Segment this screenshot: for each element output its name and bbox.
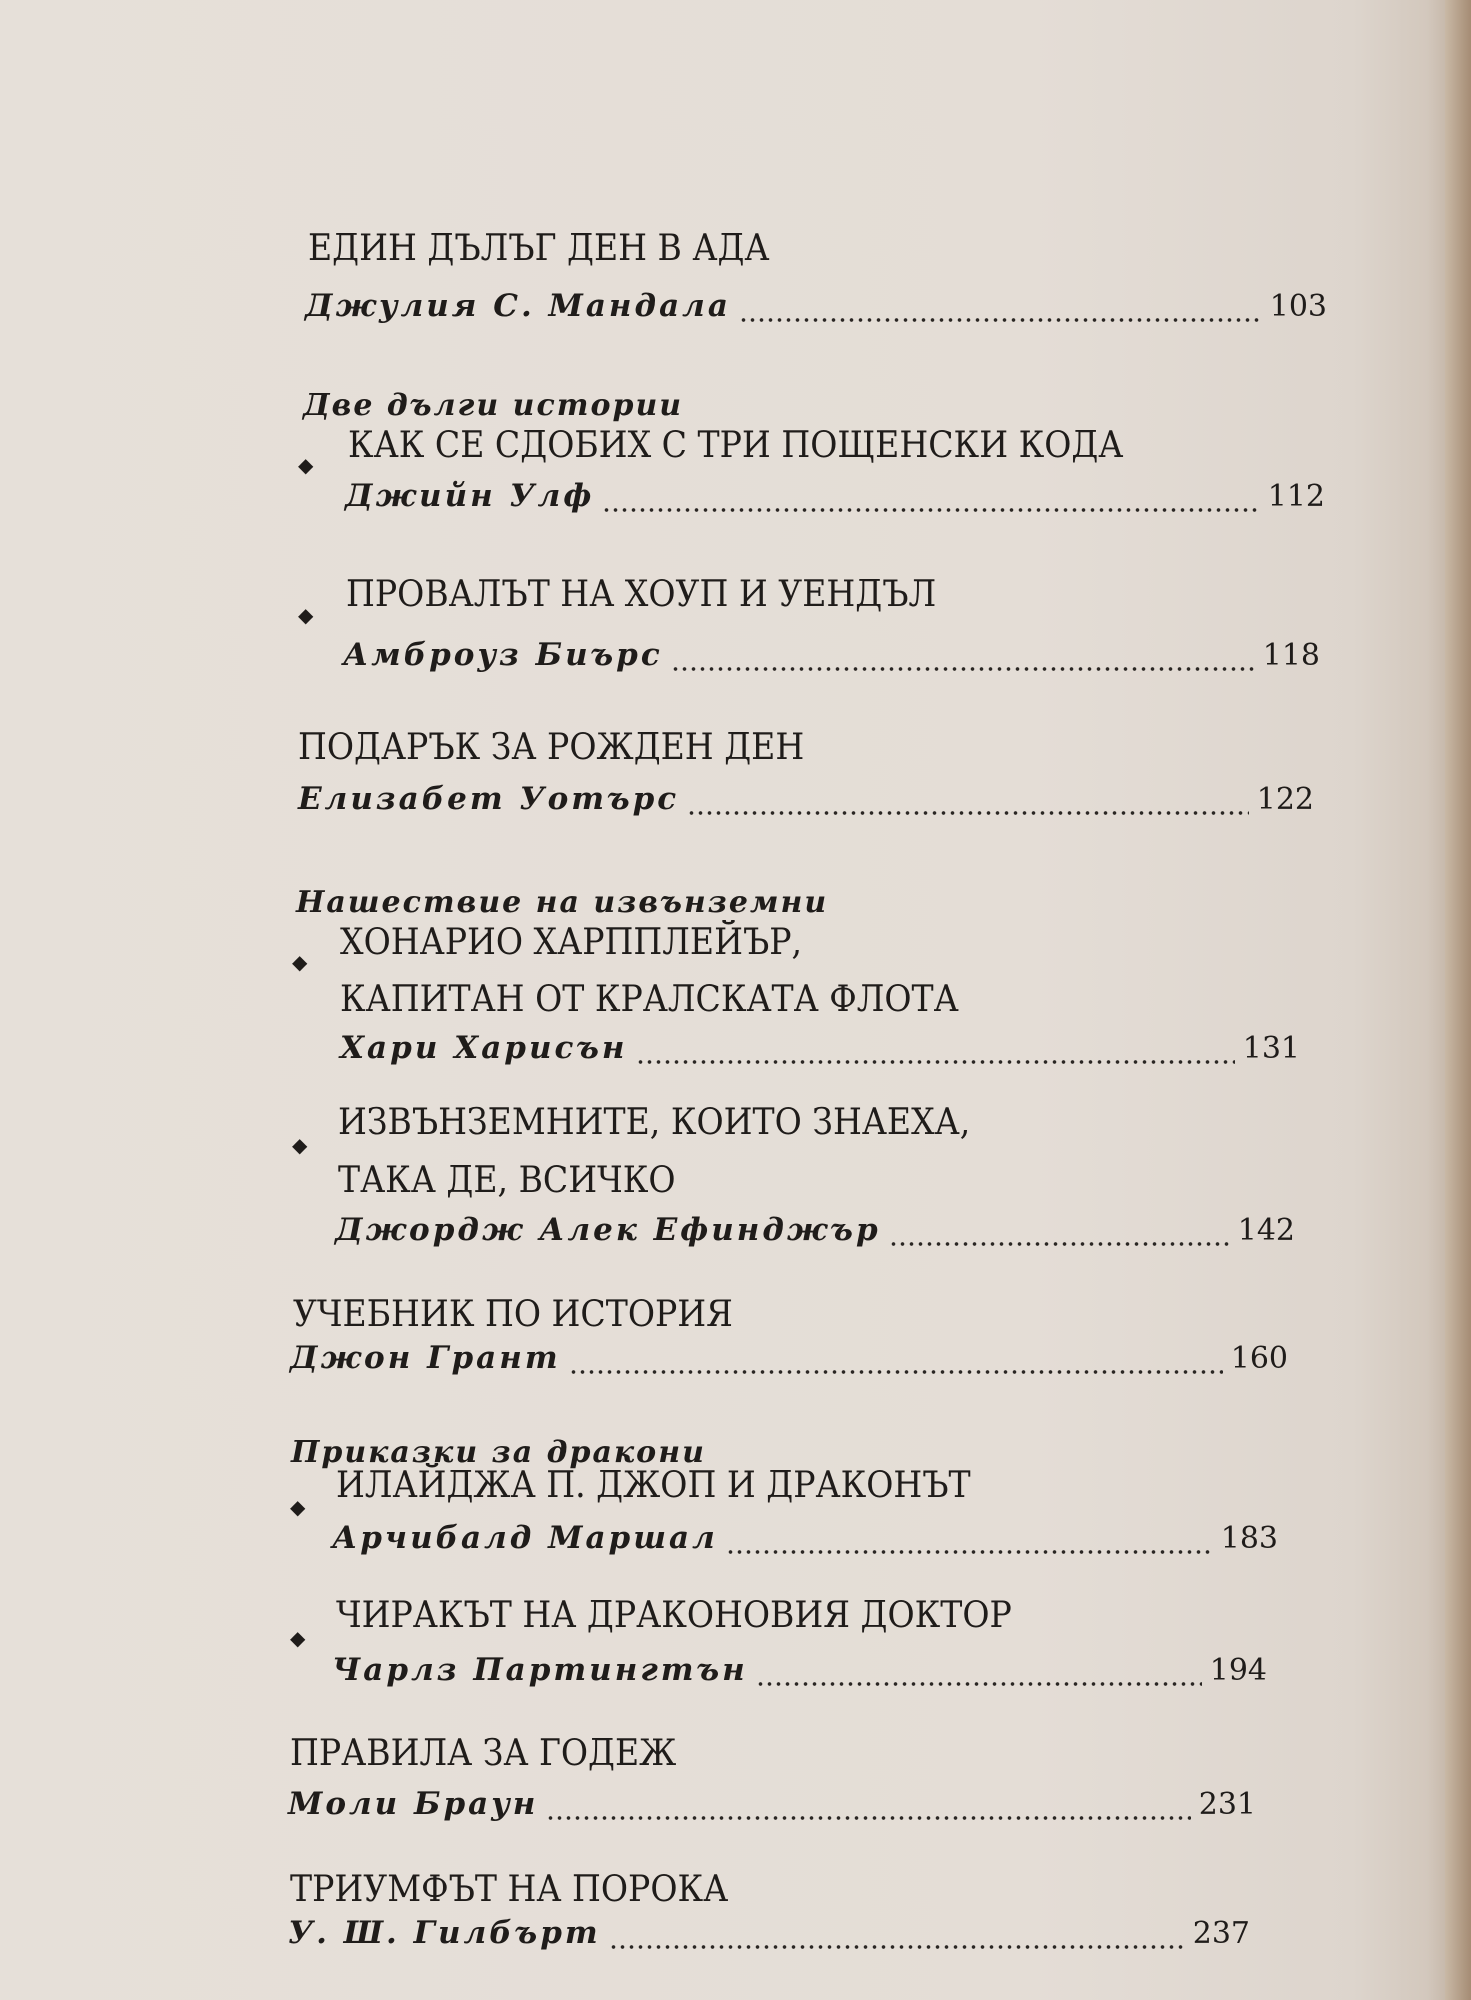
dot-leader: [602, 508, 1259, 512]
toc-title: КАК СЕ СДОБИХ С ТРИ ПОЩЕНСКИ КОДА: [348, 425, 1124, 466]
toc-section-heading: Две дълги истории: [303, 388, 684, 423]
bullet-icon: ◆: [290, 1626, 306, 1650]
toc-title: ЕДИН ДЪЛЪГ ДЕН В АДА: [308, 228, 770, 269]
toc-page-number: 231: [1198, 1787, 1256, 1822]
toc-author: Джон Грант: [290, 1340, 561, 1376]
toc-author: Джийн Улф: [345, 478, 595, 514]
toc-page-number: 183: [1220, 1521, 1278, 1556]
dot-leader: [739, 318, 1262, 322]
toc-section-heading: Нашествие на извънземни: [296, 885, 829, 920]
toc-title: УЧЕБНИК ПО ИСТОРИЯ: [293, 1294, 733, 1335]
toc-title: ПОДАРЪК ЗА РОЖДЕН ДЕН: [298, 727, 805, 768]
bullet-icon: ◆: [290, 1495, 306, 1519]
toc-title: ПРАВИЛА ЗА ГОДЕЖ: [290, 1733, 677, 1774]
toc-page-number: 112: [1267, 479, 1325, 514]
dot-leader: [569, 1370, 1223, 1374]
toc-section-heading: Приказки за дракони: [291, 1435, 706, 1470]
toc-entry-line: [332, 1520, 1278, 1564]
bullet-icon: ◆: [298, 453, 314, 477]
toc-entry-line: [340, 1030, 1300, 1074]
toc-title: ЧИРАКЪТ НА ДРАКОНОВИЯ ДОКТОР: [336, 1595, 1012, 1636]
toc-title: ИЛАЙДЖА П. ДЖОП И ДРАКОНЪТ: [336, 1465, 971, 1506]
toc-author: Джордж Алек Ефинджър: [335, 1212, 881, 1248]
toc-page-number: 118: [1262, 638, 1320, 673]
toc-author: Арчибалд Маршал: [332, 1520, 718, 1556]
toc-entry-line: [305, 288, 1327, 332]
toc-page-number: 194: [1209, 1653, 1267, 1688]
toc-page-number: 237: [1192, 1916, 1250, 1951]
dot-leader: [756, 1682, 1202, 1686]
toc-title-line-1: ХОНАРИО ХАРППЛЕЙЪР,: [340, 922, 803, 963]
toc-title-line-2: КАПИТАН ОТ КРАЛСКАТА ФЛОТА: [340, 979, 959, 1020]
toc-entry-line: [288, 1915, 1250, 1959]
toc-author: Чарлз Партингтън: [332, 1652, 748, 1688]
bullet-icon: ◆: [298, 603, 314, 627]
dot-leader: [609, 1945, 1185, 1949]
toc-entry-line: [288, 1786, 1256, 1830]
toc-entry-line: [290, 1340, 1288, 1384]
toc-title: ПРОВАЛЪТ НА ХОУП И УЕНДЪЛ: [346, 574, 937, 615]
toc-page-number: 103: [1269, 289, 1327, 324]
dot-leader: [546, 1816, 1190, 1820]
toc-author: Хари Харисън: [340, 1030, 628, 1066]
bullet-icon: ◆: [292, 950, 308, 974]
bullet-icon: ◆: [292, 1133, 308, 1157]
toc-title-line-1: ИЗВЪНЗЕМНИТЕ, КОИТО ЗНАЕХА,: [338, 1102, 971, 1143]
toc-author: Елизабет Уотърс: [298, 781, 680, 817]
dot-leader: [889, 1242, 1230, 1246]
toc-entry-line: [298, 781, 1314, 825]
toc-page-number: 131: [1242, 1031, 1300, 1066]
toc-page-number: 122: [1256, 782, 1314, 817]
toc-author: Амброуз Биърс: [343, 637, 663, 673]
dot-leader: [636, 1060, 1235, 1064]
toc-author: У. Ш. Гилбърт: [288, 1915, 601, 1951]
dot-leader: [671, 667, 1255, 671]
toc-author: Моли Браун: [288, 1786, 539, 1822]
toc-page-number: 142: [1237, 1213, 1295, 1248]
dot-leader: [726, 1550, 1213, 1554]
toc-title-line-2: ТАКА ДЕ, ВСИЧКО: [338, 1160, 676, 1201]
toc-author: Джулия С. Мандала: [305, 288, 731, 324]
toc-entry-line: [335, 1212, 1295, 1256]
toc-entry-line: [332, 1652, 1267, 1696]
toc-page-number: 160: [1230, 1341, 1288, 1376]
dot-leader: [687, 811, 1249, 815]
toc-entry-line: [343, 637, 1320, 681]
toc-entry-line: [345, 478, 1325, 522]
toc-title: ТРИУМФЪТ НА ПОРОКА: [290, 1869, 729, 1910]
